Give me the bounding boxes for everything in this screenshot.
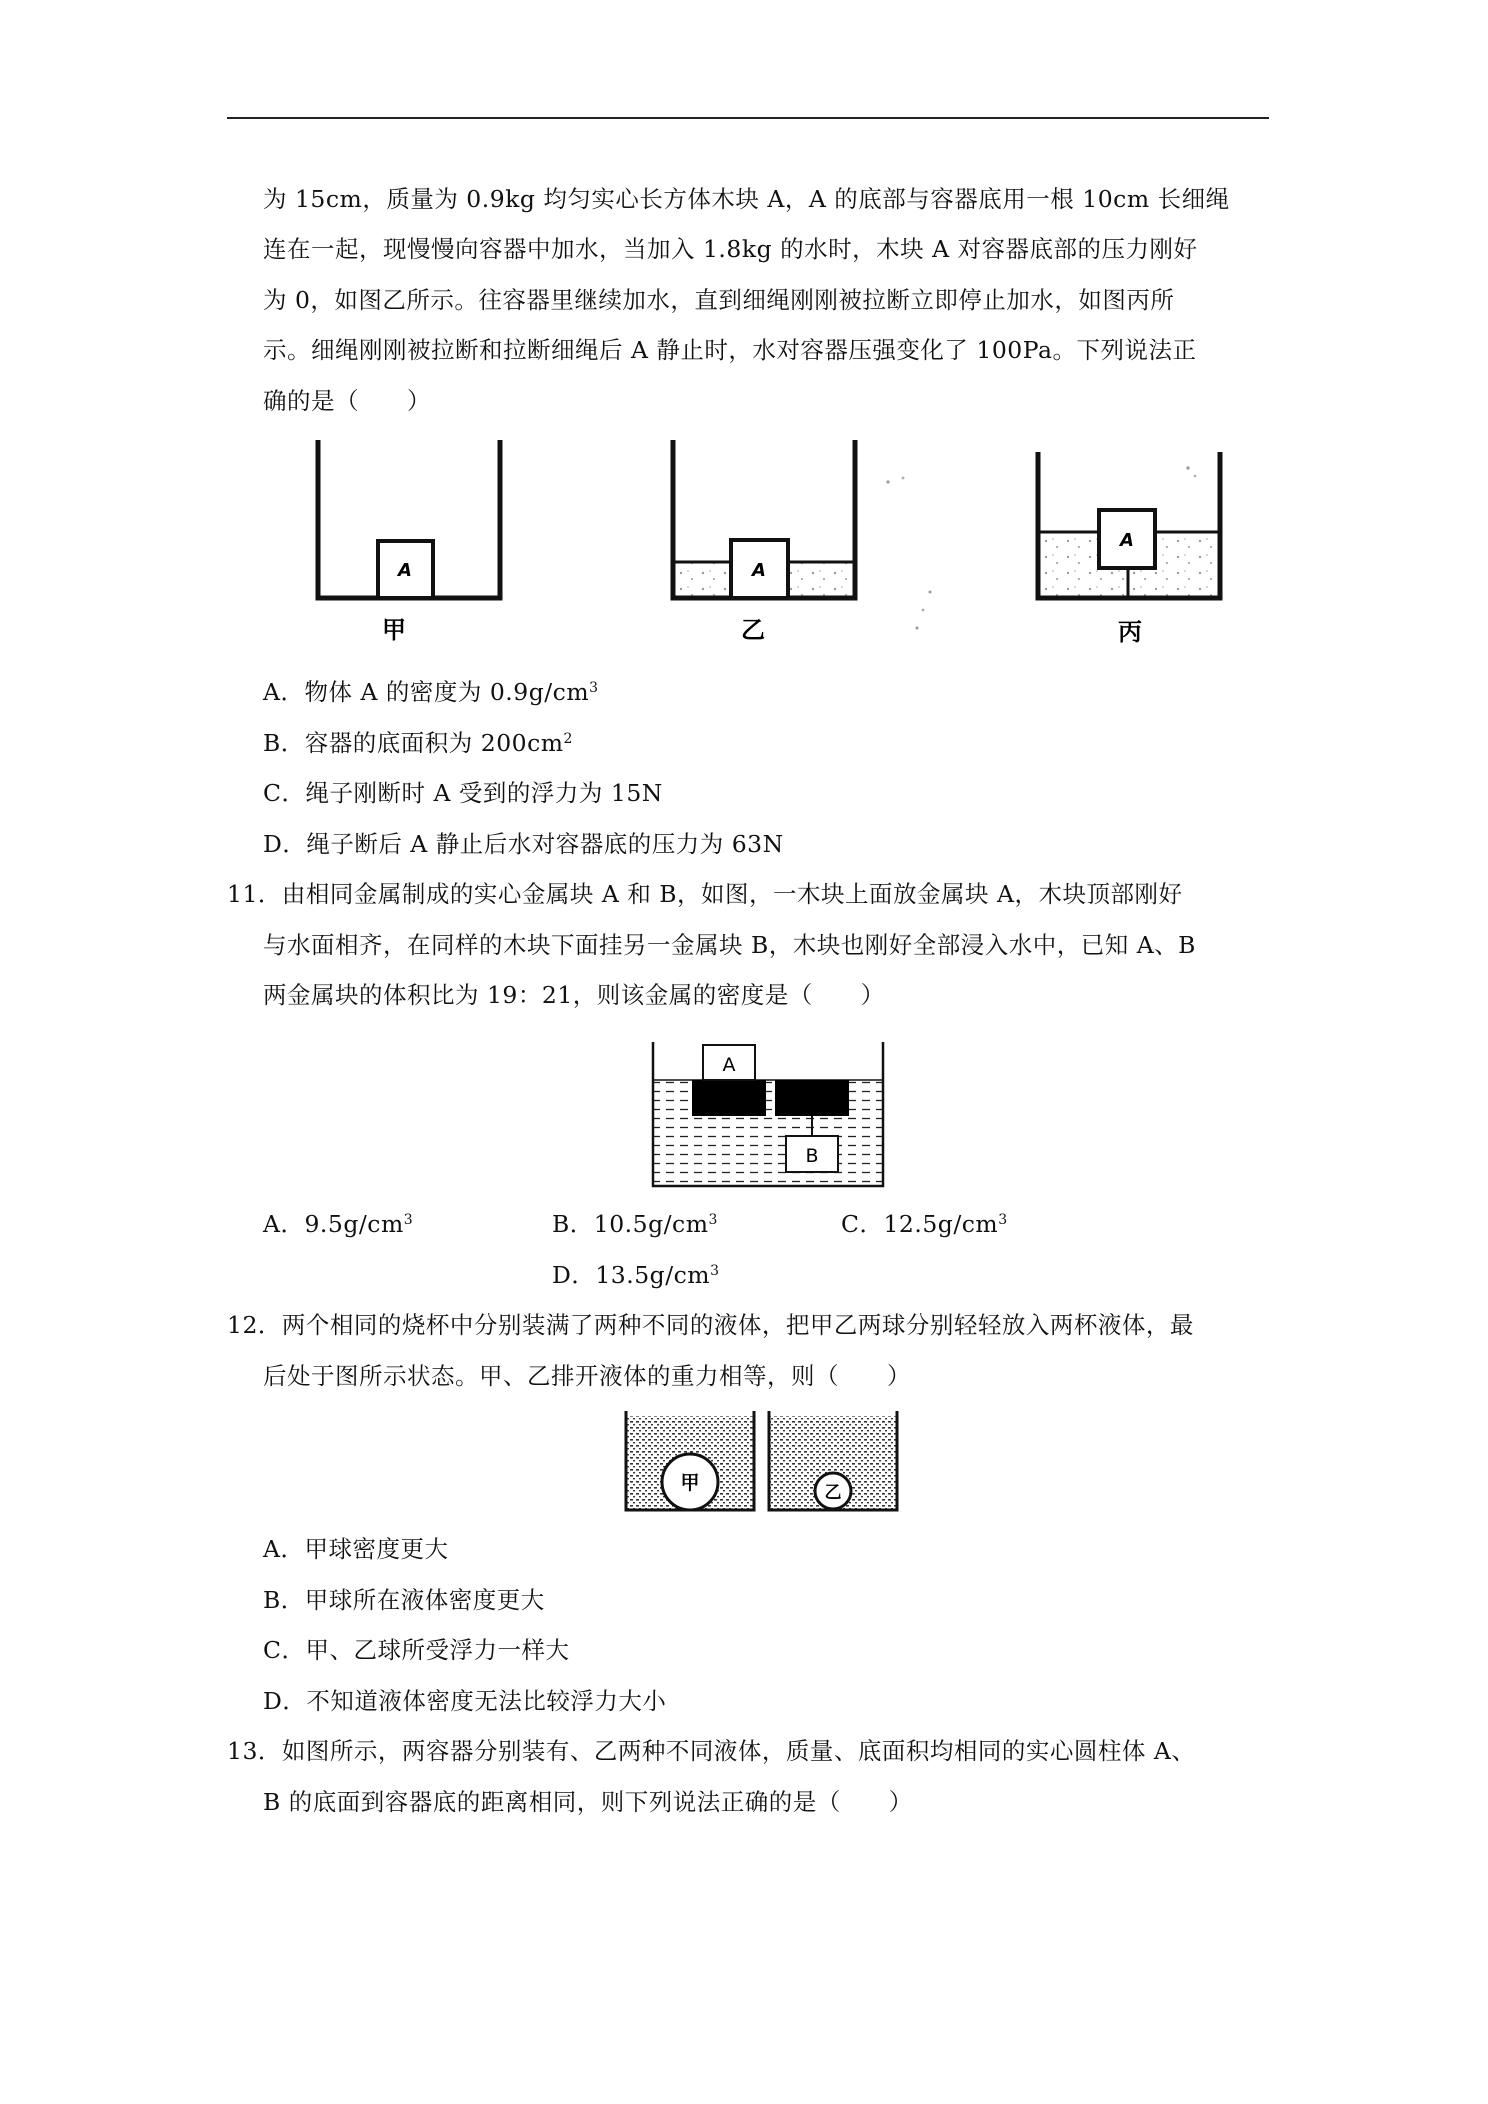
block-label: A: [398, 560, 412, 581]
q12-line-1: 12．两个相同的烧杯中分别装满了两种不同的液体，把甲乙两球分别轻轻放入两杯液体，最: [227, 1311, 1194, 1339]
q10-line-4: 示。细绳刚刚被拉断和拉断细绳后 A 静止时，水对容器压强变化了 100Pa。下列说法正: [263, 336, 1197, 364]
q13-line-1: 13．如图所示，两容器分别装有、乙两种不同液体，质量、底面积均相同的实心圆柱体 A、: [227, 1737, 1196, 1765]
q12-option-a: A．甲球密度更大: [263, 1535, 449, 1563]
svg-text:A: A: [752, 560, 766, 581]
q11-option-a: A．$9.5g/cm^3$: [263, 1210, 414, 1238]
q10-line-5: 确的是（ ）: [263, 387, 431, 415]
q10-option-b: B．容器的底面积为 $200cm^2$: [263, 729, 573, 757]
q11-line-3: 两金属块的体积比为 19：21，则该金属的密度是（ ）: [263, 981, 885, 1009]
q11-line-1: 11．由相同金属制成的实心金属块 A 和 B，如图，一木块上面放金属块 A，木块顶部刚好: [227, 880, 1183, 908]
q12-option-d: D．不知道液体密度无法比较浮力大小: [263, 1687, 667, 1715]
svg-text:A: A: [1120, 530, 1134, 551]
q10-figure-yi: [655, 440, 945, 650]
q10-line-1: 为 15cm，质量为 0.9kg 均匀实心长方体木块 A，A 的底部与容器底用一根 10cm 长细绳: [263, 185, 1230, 213]
q11-line-2: 与水面相齐，在同样的木块下面挂另一金属块 B，木块也刚好全部浸入水中，已知 A、B: [263, 931, 1196, 959]
label-a: A: [722, 1054, 736, 1076]
q10-line-2: 连在一起，现慢慢向容器中加水，当加入 1.8kg 的水时，木块 A 对容器底部的压力刚好: [263, 235, 1198, 263]
q10-option-c: C．绳子刚断时 A 受到的浮力为 15N: [263, 779, 663, 807]
q11-option-c: C．$12.5g/cm^3$: [841, 1210, 1008, 1238]
q12-option-b: B．甲球所在液体密度更大: [263, 1586, 545, 1614]
q12-figure: [623, 1408, 903, 1514]
q11-option-d: D．$13.5g/cm^3$: [552, 1261, 720, 1289]
q12-option-c: C．甲、乙球所受浮力一样大: [263, 1636, 570, 1664]
q11-option-b: B．$10.5g/cm^3$: [552, 1210, 718, 1238]
q10-figure-jia: [300, 440, 520, 650]
q12-line-2: 后处于图所示状态。甲、乙排开液体的重力相等，则（ ）: [263, 1362, 911, 1390]
header-rule: [227, 117, 1269, 119]
caption-bing: 丙: [1118, 618, 1142, 646]
q11-figure: [650, 1042, 890, 1190]
ball-yi: 乙: [824, 1483, 842, 1503]
q10-option-d: D．绳子断后 A 静止后水对容器底的压力为 63N: [263, 830, 784, 858]
label-b: B: [805, 1145, 819, 1167]
caption-jia: 甲: [382, 616, 406, 644]
ball-jia: 甲: [680, 1472, 700, 1494]
q10-option-a: A．物体 A 的密度为 $0.9g/cm^3$: [263, 678, 599, 706]
q10-line-3: 为 0，如图乙所示。往容器里继续加水，直到细绳刚刚被拉断立即停止加水，如图丙所: [263, 286, 1175, 314]
q13-line-2: B 的底面到容器底的距离相同，则下列说法正确的是（ ）: [263, 1788, 913, 1816]
q10-figure-bing: [1020, 440, 1250, 650]
caption-yi: 乙: [741, 616, 765, 644]
